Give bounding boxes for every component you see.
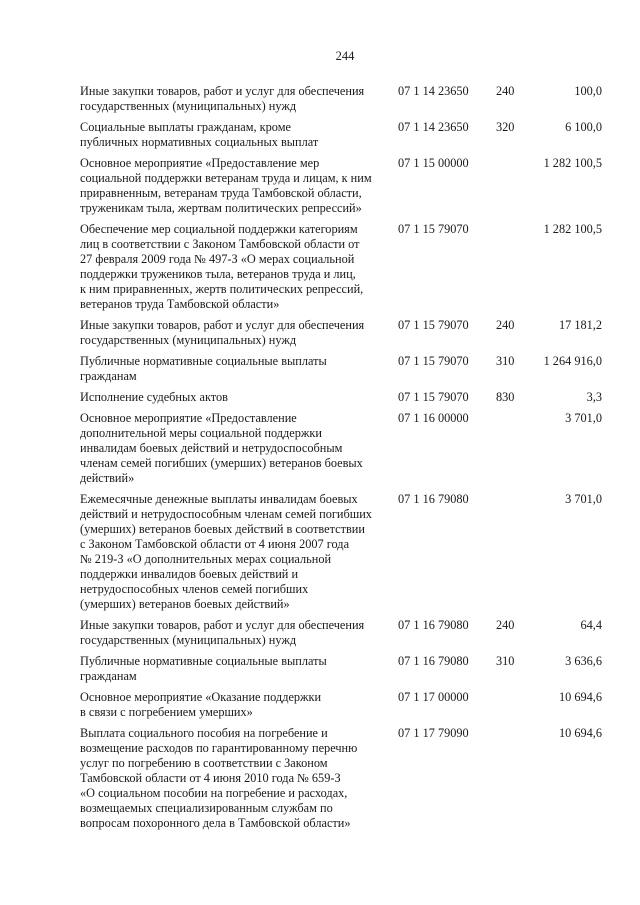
row-description: Ежемесячные денежные выплаты инвалидам боевых действий и нетрудоспособным членам семей погибших (умерших) ветеранов боевых действий в соответствии с Законом Тамбовской области от 4 июня 2007 года № 219-З «О дополнительных мерах социальной поддержки инвалидов боевых действий и нетрудоспособных членов семей погибших (умерших) ветеранов боевых действий» — [80, 492, 372, 611]
row-target-code: 07 1 16 79080 — [398, 654, 469, 668]
row-target-code: 07 1 16 79080 — [398, 618, 469, 632]
row-target-code: 07 1 14 23650 — [398, 120, 469, 134]
row-amount: 100,0 — [574, 84, 602, 98]
row-target-code: 07 1 15 79070 — [398, 354, 469, 368]
row-description: Основное мероприятие «Оказание поддержки в связи с погребением умерших» — [80, 690, 322, 719]
row-target-code: 07 1 16 00000 — [398, 411, 469, 425]
row-amount: 3 701,0 — [565, 411, 602, 425]
row-expense-type: 310 — [496, 354, 515, 368]
row-amount: 3,3 — [586, 390, 602, 404]
row-description: Публичные нормативные социальные выплаты гражданам — [80, 354, 327, 383]
row-amount: 6 100,0 — [565, 120, 602, 134]
table-row — [80, 120, 602, 150]
row-amount: 3 636,6 — [565, 654, 602, 668]
table-row — [80, 222, 602, 312]
row-target-code: 07 1 17 79090 — [398, 726, 469, 740]
row-description: Исполнение судебных актов — [80, 390, 228, 404]
table-row — [80, 726, 602, 831]
table-row — [80, 618, 602, 648]
table-row — [80, 492, 602, 612]
row-amount: 10 694,6 — [558, 726, 602, 740]
row-description: Обеспечение мер социальной поддержки категориям лиц в соответствии с Законом Тамбовской области от 27 февраля 2009 года № 497-З «О мерах социальной поддержки тружеников тыла, ветеранов труда и лиц, к ним приравненных, жертв политических репрессий, ветеранов труда Тамбовской области» — [80, 222, 364, 311]
table-row — [80, 156, 602, 216]
table-row — [80, 84, 602, 114]
row-amount: 10 694,6 — [558, 690, 602, 704]
row-amount: 3 701,0 — [565, 492, 602, 506]
row-description: Иные закупки товаров, работ и услуг для обеспечения государственных (муниципальных) нужд — [80, 618, 365, 647]
row-description: Иные закупки товаров, работ и услуг для обеспечения государственных (муниципальных) нужд — [80, 84, 365, 113]
row-description: Основное мероприятие «Предоставление дополнительной меры социальной поддержки инвалидам боевых действий и нетрудоспособным членам семей погибших (умерших) ветеранов боевых действий» — [80, 411, 363, 485]
table-row — [80, 318, 602, 348]
page-number: 244 — [335, 49, 355, 63]
row-expense-type: 240 — [496, 318, 515, 332]
row-description: Иные закупки товаров, работ и услуг для обеспечения государственных (муниципальных) нужд — [80, 318, 365, 347]
row-target-code: 07 1 15 79070 — [398, 222, 469, 236]
table-row — [80, 654, 602, 684]
row-amount: 1 264 916,0 — [543, 354, 602, 368]
row-expense-type: 310 — [496, 654, 515, 668]
row-expense-type: 240 — [496, 618, 515, 632]
row-target-code: 07 1 15 00000 — [398, 156, 469, 170]
row-target-code: 07 1 15 79070 — [398, 390, 469, 404]
row-amount: 1 282 100,5 — [543, 156, 602, 170]
table-row — [80, 354, 602, 384]
table-row — [80, 690, 602, 720]
row-target-code: 07 1 16 79080 — [398, 492, 469, 506]
row-amount: 17 181,2 — [558, 318, 602, 332]
table-row — [80, 390, 602, 405]
row-description: Выплата социального пособия на погребение и возмещение расходов по гарантированному перечню услуг по погребению в соответствии с Законом Тамбовской области от 4 июня 2010 года № 659-З «О социальном пособии на погребение и расходах, возмещаемых специализированным службам по вопросам похоронного дела в Тамбовской области» — [80, 726, 358, 830]
row-target-code: 07 1 15 79070 — [398, 318, 469, 332]
row-target-code: 07 1 14 23650 — [398, 84, 469, 98]
row-expense-type: 320 — [496, 120, 515, 134]
row-expense-type: 830 — [496, 390, 515, 404]
row-description: Социальные выплаты гражданам, кроме публичных нормативных социальных выплат — [80, 120, 319, 149]
row-amount: 1 282 100,5 — [543, 222, 602, 236]
row-expense-type: 240 — [496, 84, 515, 98]
table-row — [80, 411, 602, 486]
budget-table — [80, 84, 602, 837]
row-target-code: 07 1 17 00000 — [398, 690, 469, 704]
row-amount: 64,4 — [580, 618, 602, 632]
row-description: Публичные нормативные социальные выплаты гражданам — [80, 654, 327, 683]
row-description: Основное мероприятие «Предоставление мер социальной поддержки ветеранам труда и лицам, к ним приравненным, ветеранам труда Тамбовской области, труженикам тыла, жертвам политических репрессий» — [80, 156, 372, 215]
